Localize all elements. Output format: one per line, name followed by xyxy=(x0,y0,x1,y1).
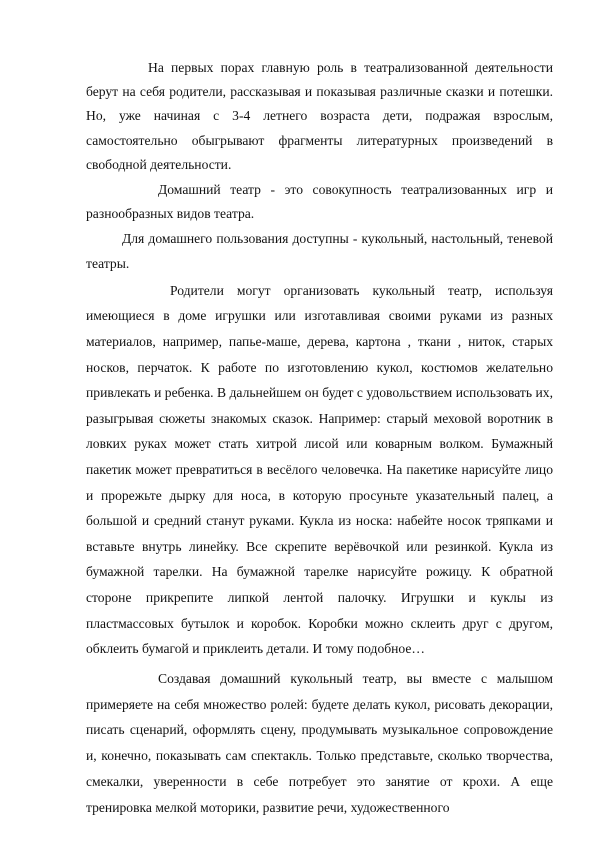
paragraph-theater-types: Для домашнего пользования доступны - кукольный, настольный, теневой театры. xyxy=(86,231,553,271)
paragraph-puppet-making: Родители могут организовать кукольный театр, используя имеющиеся в доме игрушки или изготавливая своими руками из разных материалов, например, папье-маше, дерева, картона , ткани , ниток, старых носков, перчаток. К работе по изготовлению кукол, костюмов желательно привлекать и ребенка. В дальнейшем он будет с удовольствием использовать их, разыгрывая сюжеты знакомых сказок. Например: старый меховой воротник в ловких руках может стать хитрой лисой или коварным волком. Бумажный пакетик может превратиться в весёлого человечка. На пакетике нарисуйте лицо и прорежьте дырку для носа, в которую просуньте указательный палец, а большой и средний станут руками. Кукла из носка: набейте носок тряпками и вставьте внутрь линейку. Все скрепите верёвочкой или резинкой. Кукла из бумажной тарелки. На бумажной тарелке нарисуйте рожицу. К обратной стороне прикрепите липкой лентой палочку. Игрушки и куклы из пластмассовых бутылок и коробок. Коробки можно склеить друг с другом, обклеить бумагой и приклеить детали. И тому подобное… xyxy=(86,282,553,657)
document-page xyxy=(86,56,553,821)
paragraph-intro: На первых порах главную роль в театрализованной деятельности берут на себя родители, рассказывая и показывая различные сказки и потешки. Но, уже начиная с 3-4 летнего возраста дети, подражая взрослым, самостоятельно обыгрывают фрагменты литературных произведений в свободной деятельности. xyxy=(86,60,553,172)
paragraph-home-theater-definition: Домашний театр - это совокупность театрализованных игр и разнообразных видов театра. xyxy=(86,182,553,222)
paragraph-benefits: Создавая домашний кукольный театр, вы вместе с малышом примеряете на себя множество ролей: будете делать кукол, рисовать декорации, писать сценарий, оформлять сцену, продумывать музыкальное сопровождение и, конечно, показывать сам спектакль. Только представьте, сколько творчества, смекалки, уверенности в себе потребует это занятие от крохи. А еще тренировка мелкой моторики, развитие речи, художественного xyxy=(86,670,553,815)
